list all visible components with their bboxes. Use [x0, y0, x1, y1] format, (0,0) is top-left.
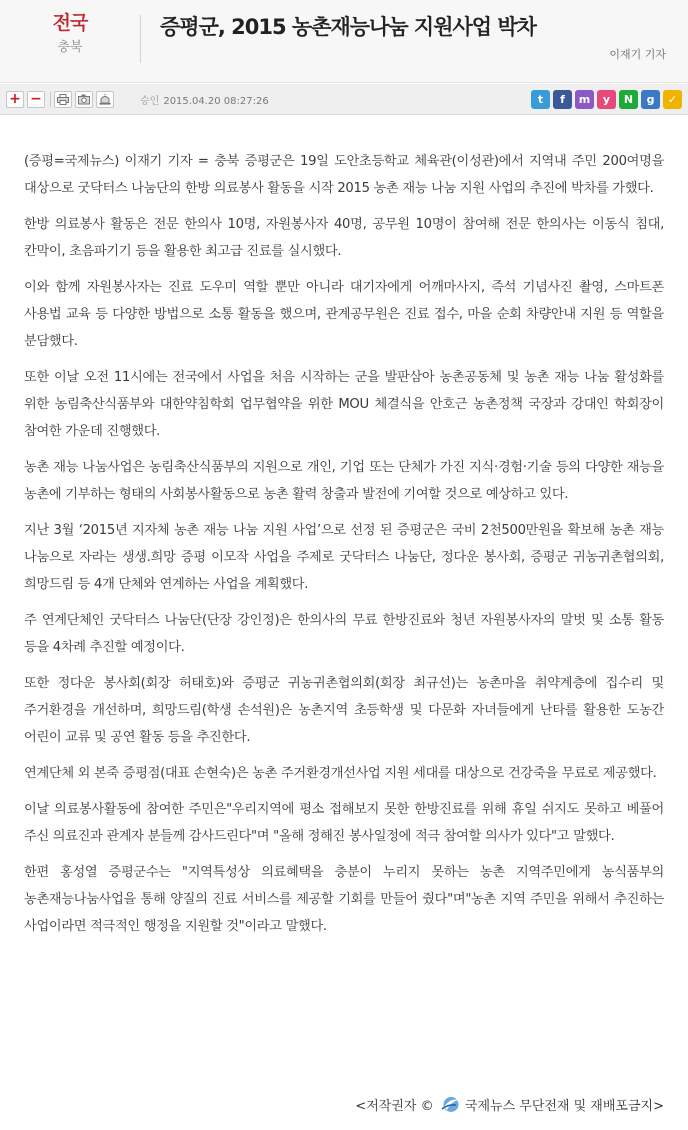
header-divider [140, 15, 141, 63]
siren-icon [99, 94, 111, 105]
naver-share-button[interactable] [619, 90, 638, 109]
copyright-notice [355, 1095, 664, 1114]
copyright-suffix: 국제뉴스 무단전재 및 재배포금지> [464, 1099, 664, 1114]
news-logo-icon [441, 1096, 460, 1113]
report-button[interactable] [96, 91, 114, 108]
print-icon [57, 94, 69, 105]
camera-icon [78, 94, 90, 105]
section-main-label[interactable]: 전국 [52, 12, 88, 34]
me2day-share-button[interactable] [575, 90, 594, 109]
section-sub-label[interactable]: 충북 [57, 40, 83, 55]
article-headline: 증평군, 2015 농촌재능나눔 지원사업 박차 [160, 15, 536, 39]
font-increase-button[interactable]: + [6, 91, 24, 108]
article-paragraph: 농촌 재능 나눔사업은 농림축산식품부의 지원으로 개인, 기업 또는 단체가 가진 지식·경험·기술 등의 다양한 재능을 농촌에 기부하는 형태의 사회봉사활동으로 농촌 활력 창출과 발전에 기여할 것으로 예상하고 있다. [24, 460, 664, 502]
twitter-share-button[interactable] [531, 90, 550, 109]
me2day-icon: m [578, 93, 591, 106]
google-icon: g [646, 93, 655, 106]
share-buttons [528, 90, 682, 109]
article-paragraph: 이날 의료봉사활동에 참여한 주민은"우리지역에 평소 접해보지 못한 한방진료를 위해 휴일 쉬지도 못하고 베풀어 주신 의료진과 관계자 분들께 감사드린다"며 "올해 정해진 봉사일정에 적극 참여할 의사가 있다"고 말했다. [24, 802, 664, 844]
approval-time: 2015.04.20 08:27:26 [163, 96, 269, 107]
toolbar-divider [50, 92, 51, 107]
facebook-icon: f [560, 93, 565, 106]
article-paragraph: 또한 정다운 봉사회(회장 허태호)와 증평군 귀농귀촌협의회(회장 최규선)는 농촌마을 취약계층에 집수리 및 주거환경을 개선하며, 희망드림(학생 손석원)은 농촌지역 초등학생 및 다문화 자녀들에게 난타를 활용한 도농간 어린이 교류 및 공연 활동 등을 추진한다. [24, 676, 664, 745]
article-toolbar [0, 84, 688, 115]
reporter-name: 이재기 기자 [609, 48, 666, 61]
article-paragraph: 한편 홍성열 증평군수는 "지역특성상 의료혜택을 충분이 누리지 못하는 농촌 지역주민에게 농식품부의 농촌재능나눔사업을 통해 양질의 진료 서비스를 제공할 기회를 만들어 줬다"며"농촌 지역 주민을 위해서 추진하는 사업이라면 적극적인 행정을 지원할 것"이라고 말했다. [24, 865, 664, 934]
article-paragraph: (증평=국제뉴스) 이재기 기자 = 충북 증평군은 19일 도안초등학교 체육관(이성관)에서 지역내 주민 200여명을 대상으로 굿닥터스 나눔단의 한방 의료봉사 활동을 시작 2015 농촌 재능 나눔 지원 사업의 추진에 박차를 가했다. [24, 154, 664, 196]
article-paragraph: 또한 이날 오전 11시에는 전국에서 사업을 처음 시작하는 군을 발판삼아 농촌공동체 및 농촌 재능 나눔 활성화를 위한 농림축산식품부와 대한약침학회 업무협약을 위한 MOU 체결식을 안호근 농촌정책 국장과 강대인 학회장이 참여한 가운데 진행했다. [24, 370, 664, 439]
article-body [24, 148, 664, 949]
section-label [0, 10, 140, 58]
print-button[interactable] [54, 91, 72, 108]
article-paragraph: 주 연계단체인 굿닥터스 나눔단(단장 강인정)은 한의사의 무료 한방진료와 청년 자원봉사자의 말벗 및 소통 활동 등을 4차례 추진할 예정이다. [24, 613, 664, 655]
facebook-share-button[interactable] [553, 90, 572, 109]
approval-label: 승인 [140, 96, 160, 107]
yozm-icon: y [602, 93, 611, 106]
twitter-icon: t [537, 93, 544, 106]
article-paragraph: 지난 3월 ‘2015년 지자체 농촌 재능 나눔 지원 사업’으로 선정 된 증평군은 국비 2천500만원을 확보해 농촌 재능 나눔으로 자라는 생생.희망 증평 이모작 사업을 주제로 굿닥터스 나눔단, 정다운 봉사회, 증평군 귀농귀촌협의회, 희망드림 등 4개 단체와 연계하는 사업을 계획했다. [24, 523, 664, 592]
article-header [0, 0, 688, 83]
article-paragraph: 연계단체 외 본죽 증평점(대표 손현숙)은 농촌 주거환경개선사업 지원 세대를 대상으로 건강죽을 무료로 제공했다. [24, 766, 657, 781]
article-paragraph: 한방 의료봉사 활동은 전문 한의사 10명, 자원봉사자 40명, 공무원 10명이 참여해 전문 한의사는 이동식 침대, 칸막이, 초음파기기 등을 활용한 최고급 진료를 실시했다. [24, 217, 664, 259]
bookmark-icon: ✓ [667, 93, 678, 106]
font-decrease-button[interactable]: − [27, 91, 45, 108]
naver-icon: N [623, 93, 634, 106]
approval-timestamp [140, 92, 269, 107]
photo-view-button[interactable] [75, 91, 93, 108]
yozm-share-button[interactable] [597, 90, 616, 109]
article-paragraph: 이와 함께 자원봉사자는 진료 도우미 역할 뿐만 아니라 대기자에게 어깨마사지, 즉석 기념사진 촬영, 스마트폰 사용법 교육 등 다양한 방법으로 소통 활동을 했으며, 관계공무원은 진료 접수, 마을 순회 차량안내 지원 등 역할을 분담했다. [24, 280, 664, 349]
google-share-button[interactable] [641, 90, 660, 109]
copyright-prefix: <저작권자 © [355, 1099, 434, 1114]
bookmark-share-button[interactable] [663, 90, 682, 109]
